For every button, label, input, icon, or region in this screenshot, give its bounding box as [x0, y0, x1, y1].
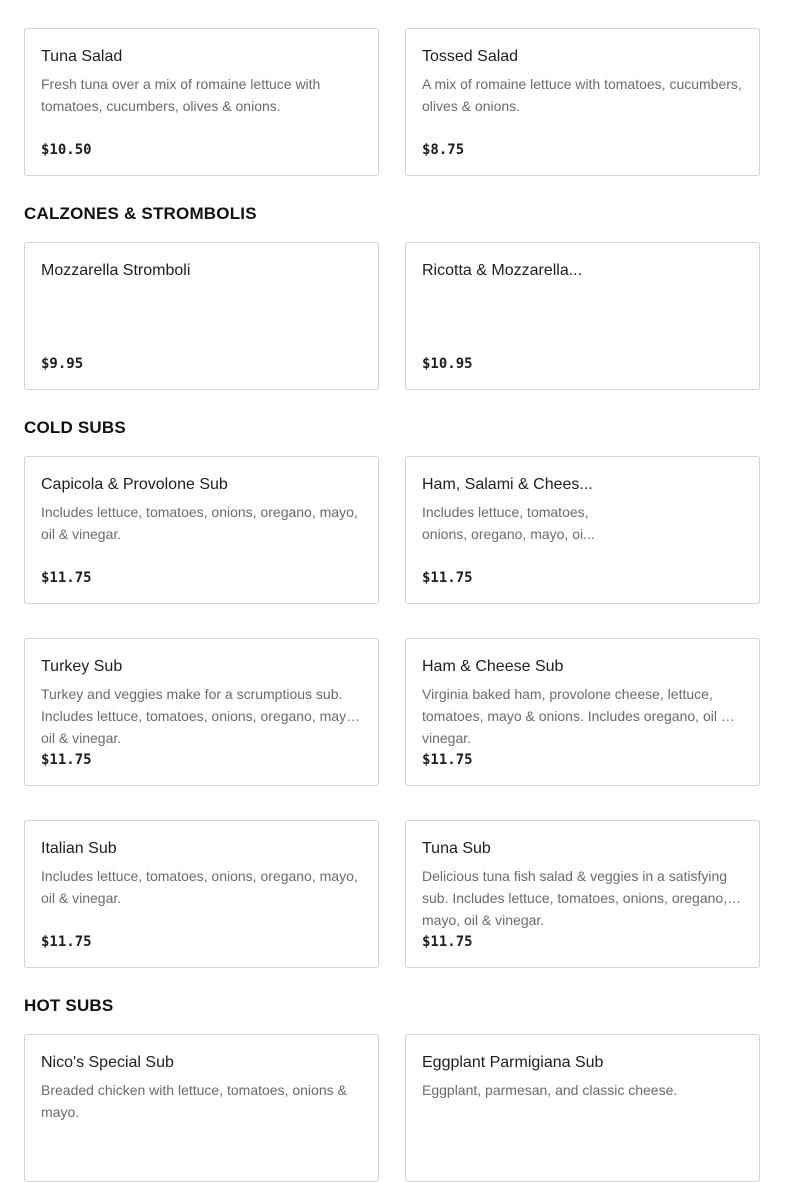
section-title-hot-subs: HOT SUBS: [24, 996, 114, 1015]
menu-item-card[interactable]: [405, 1034, 760, 1182]
menu-item-card[interactable]: [405, 456, 760, 604]
menu-item-name: Nico's Special Sub: [41, 1054, 174, 1071]
menu-item-price: $10.50: [41, 142, 92, 158]
menu-item-description: Virginia baked ham, provolone cheese, lettuce, tomatoes, mayo & onions. Includes oregano, oil & vinegar.: [422, 686, 731, 746]
menu-item-card[interactable]: [405, 638, 760, 786]
menu-item-card[interactable]: [405, 28, 760, 176]
menu-item-description: Turkey and veggies make for a scrumptious sub. Includes lettuce, tomatoes, onions, oregano, mayo, oil & vinegar.: [41, 686, 358, 746]
menu-item-name: Mozzarella Stromboli: [41, 262, 191, 279]
menu-item-name: Eggplant Parmigiana Sub: [422, 1054, 604, 1071]
menu-item-price: $11.75: [422, 752, 473, 768]
menu-item-description: Breaded chicken with lettuce, tomatoes, onions & mayo.: [41, 1082, 347, 1120]
menu-item-name: Tossed Salad: [422, 48, 519, 65]
menu-item-card[interactable]: [24, 1034, 379, 1182]
menu-item-price: $10.95: [422, 356, 473, 372]
menu-item-name: Ricotta & Mozzarella...: [422, 262, 583, 279]
menu-item-card[interactable]: [24, 820, 379, 968]
menu-item-description: Includes lettuce, tomatoes, onions, oregano, mayo, oil & vinegar.: [41, 868, 358, 906]
menu-item-card[interactable]: [24, 456, 379, 604]
menu-item-price: $11.75: [422, 570, 473, 586]
menu-item-description: Fresh tuna over a mix of romaine lettuce with tomatoes, cucumbers, olives & onions.: [41, 76, 321, 114]
section-title-calzones: CALZONES & STROMBOLIS: [24, 204, 257, 223]
menu-item-card[interactable]: [24, 28, 379, 176]
menu-item-card[interactable]: [405, 820, 760, 968]
menu-item-name: Ham, Salami & Chees...: [422, 476, 593, 493]
menu-item-name: Ham & Cheese Sub: [422, 658, 564, 675]
menu-item-description: Includes lettuce, tomatoes, onions, oregano, mayo, oi...: [422, 504, 595, 542]
menu-item-name: Capicola & Provolone Sub: [41, 476, 228, 493]
menu-item-card[interactable]: [24, 242, 379, 390]
menu-item-card[interactable]: [405, 242, 760, 390]
menu-item-price: $9.95: [41, 356, 84, 372]
menu-item-price: $8.75: [422, 142, 465, 158]
menu-item-description: Delicious tuna fish salad & veggies in a satisfying sub. Includes lettuce, tomatoes, onions, oregano, mayo, oil & vinegar.: [422, 868, 728, 928]
menu-item-description: Includes lettuce, tomatoes, onions, oregano, mayo, oil & vinegar.: [41, 504, 358, 542]
menu-item-name: Turkey Sub: [41, 658, 123, 675]
menu-item-description: Eggplant, parmesan, and classic cheese.: [422, 1082, 678, 1098]
menu-item-price: $11.75: [422, 934, 473, 950]
menu-item-name: Tuna Salad: [41, 48, 123, 65]
menu-item-price: $11.75: [41, 934, 92, 950]
menu-item-name: Italian Sub: [41, 840, 117, 857]
menu-item-card[interactable]: [24, 638, 379, 786]
menu-item-price: $11.75: [41, 752, 92, 768]
menu-item-name: Tuna Sub: [422, 840, 491, 857]
menu-item-description: A mix of romaine lettuce with tomatoes, cucumbers, olives & onions.: [422, 76, 742, 114]
menu-item-price: $11.75: [41, 570, 92, 586]
section-title-cold-subs: COLD SUBS: [24, 418, 126, 437]
